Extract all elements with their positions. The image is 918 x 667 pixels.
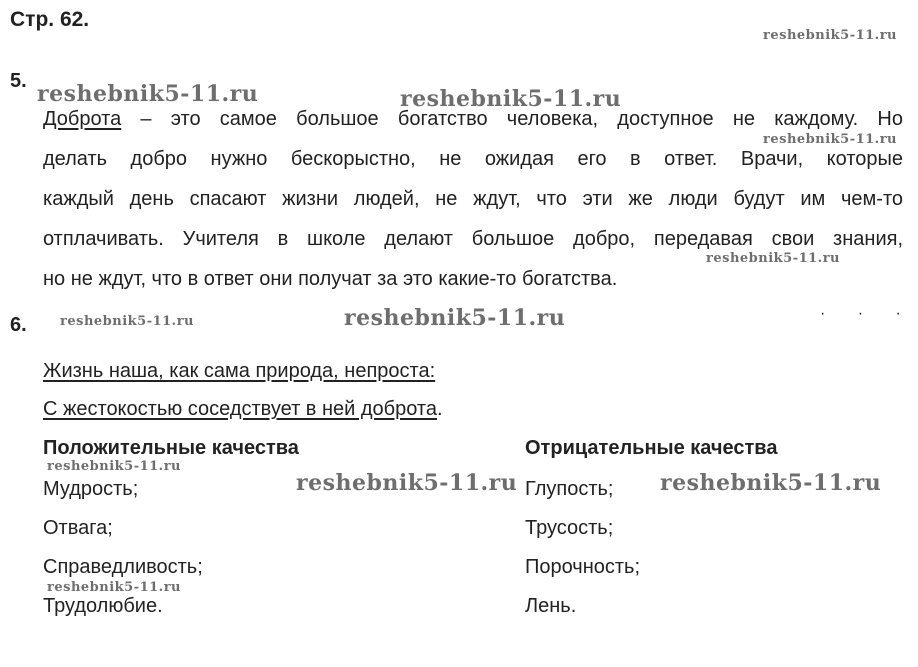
watermark: reshebnik5-11.ru [296,470,518,496]
paragraph-line-1-text: – это самое большое богатство человека, доступное не каждому. Но [121,108,903,130]
negative-item: Порочность; [525,556,641,578]
positive-item: Трудолюбие. [43,595,163,617]
poem-line-2-text: С жестокостью соседствует в ней доброта [43,398,437,420]
poem-line-1 [43,360,435,383]
positive-item: Справедливость; [43,556,203,578]
task-5-number: 5. [10,70,27,92]
watermark: reshebnik5-11.ru [400,86,622,112]
poem-line-1-text: Жизнь наша, как сама природа, непроста: [43,360,436,382]
watermark: reshebnik5-11.ru [47,580,182,595]
task-6-number: 6. [10,314,27,336]
positive-qualities-heading: Положительные качества [43,437,299,459]
positive-item: Отвага; [43,517,113,539]
paragraph-line-5: но не ждут, что в ответ они получат за это какие-то богатства. [43,268,618,290]
positive-item: Мудрость; [43,478,139,500]
watermark: reshebnik5-11.ru [763,28,898,43]
watermark: reshebnik5-11.ru [706,251,841,266]
keyword-dobrota: Доброта [43,108,122,130]
watermark: reshebnik5-11.ru [37,81,259,107]
negative-item: Глупость; [525,478,614,500]
paragraph-line-2: делать добро нужно бескорыстно, не ожидая его в ответ. Врачи, которые [43,148,903,170]
poem-line-2-after: . [436,398,443,420]
page-header: Стр. 62. [10,8,90,31]
watermark: reshebnik5-11.ru [660,470,882,496]
watermark: reshebnik5-11.ru [47,459,182,474]
negative-qualities-heading: Отрицательные качества [525,437,778,459]
negative-item: Трусость; [525,517,614,539]
paragraph-line-3: каждый день спасают жизни людей, не ждут, что эти же люди будут им чем-то [43,188,903,210]
dots-mark: · · · [820,305,915,322]
watermark: reshebnik5-11.ru [60,314,195,329]
poem-line-2 [43,398,443,421]
watermark: reshebnik5-11.ru [763,132,898,147]
watermark: reshebnik5-11.ru [344,305,566,331]
negative-item: Лень. [525,595,577,617]
paragraph-line-4: отплачивать. Учителя в школе делают большое добро, передавая свои знания, [43,228,903,250]
